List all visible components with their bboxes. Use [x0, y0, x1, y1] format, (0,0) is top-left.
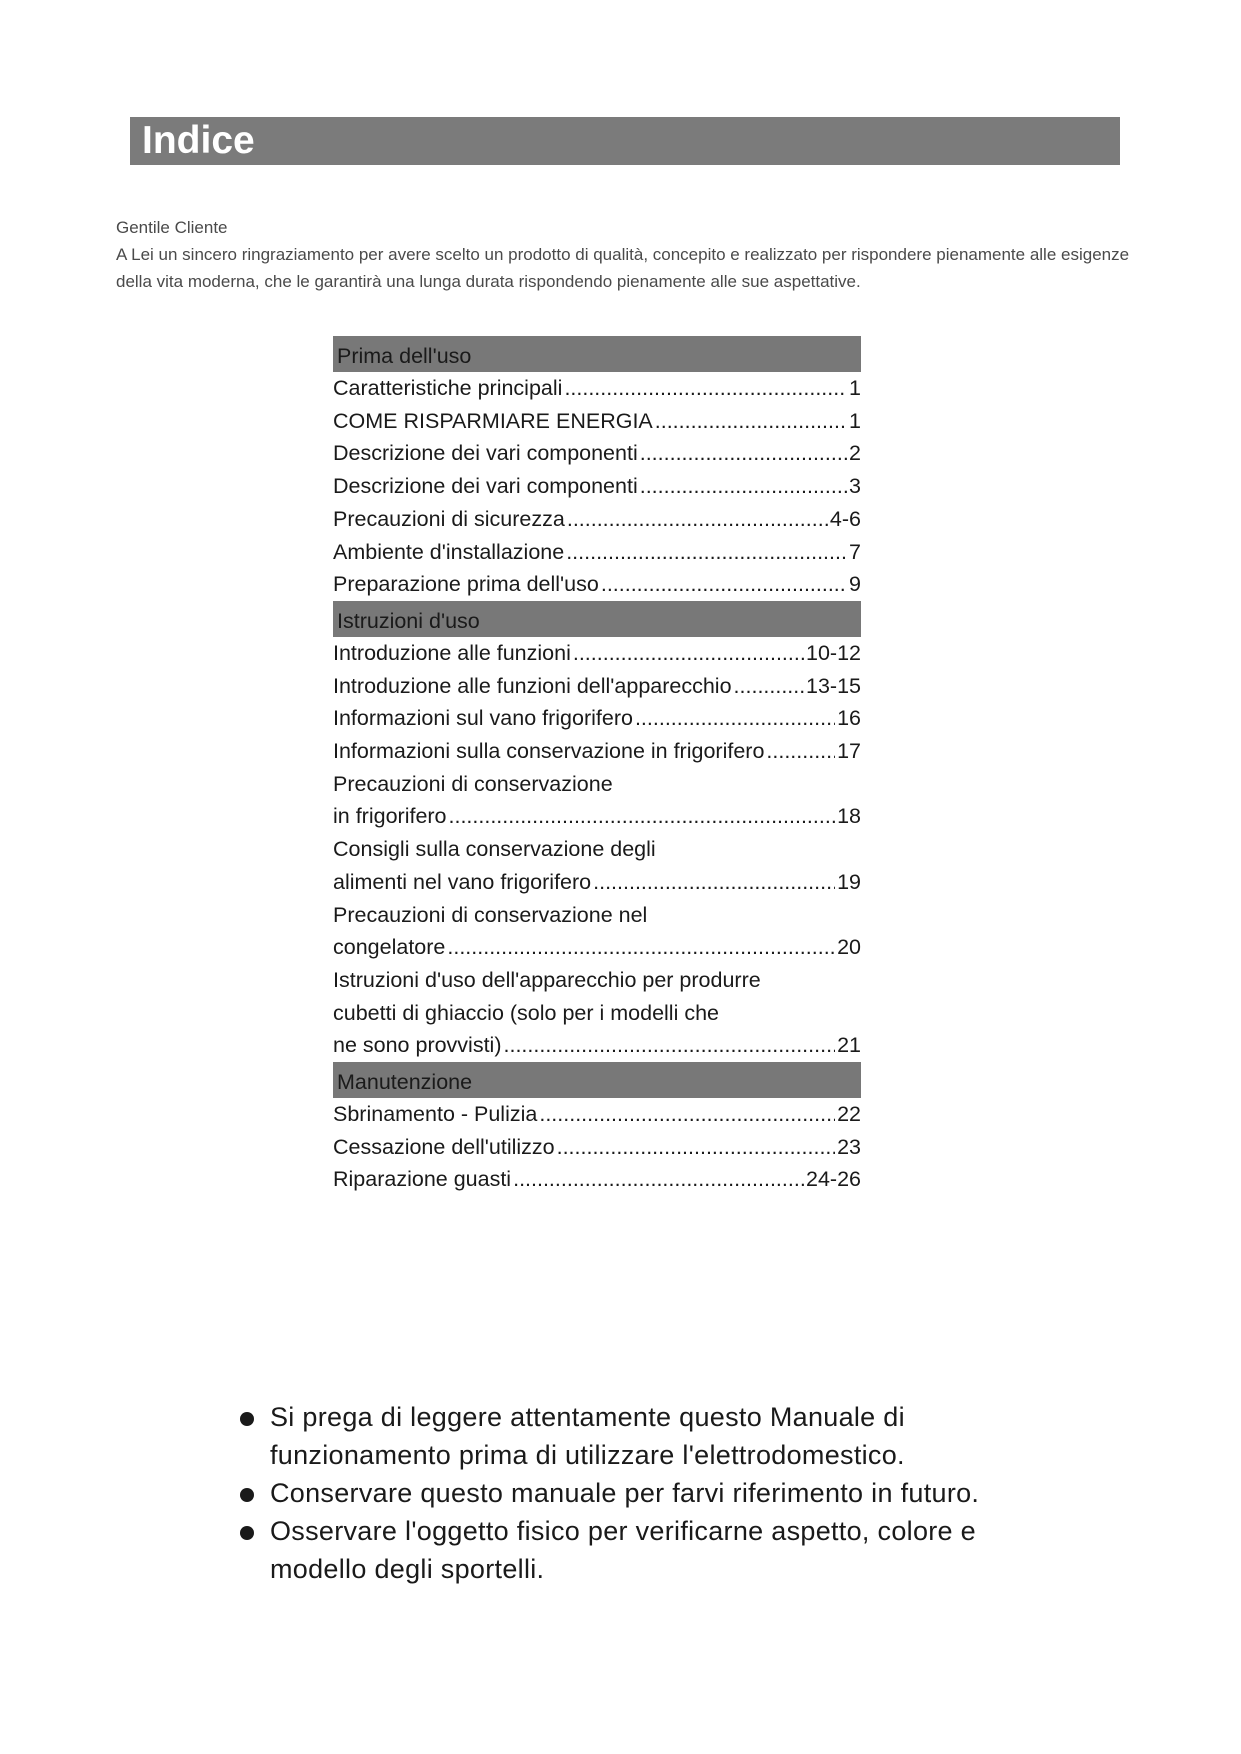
toc-entry-page: 1: [849, 408, 861, 433]
greeting-paragraph: [116, 214, 1146, 295]
toc-entry-page: 1: [849, 376, 861, 400]
toc-dot-leader: [504, 1029, 836, 1062]
bullet-icon: [240, 1488, 254, 1502]
toc-entry[interactable]: [333, 1163, 861, 1196]
toc-dot-leader: [593, 866, 835, 899]
note-item: [240, 1512, 1040, 1588]
toc-entry-page: 19: [837, 869, 861, 894]
toc-entry-page: 7: [849, 539, 861, 564]
toc-section-header: Manutenzione: [333, 1062, 861, 1098]
toc-entry[interactable]: [333, 735, 861, 768]
greeting-salutation: Gentile Cliente: [116, 218, 228, 237]
toc-entry[interactable]: [333, 437, 861, 470]
toc-entry-label: Introduzione alle funzioni dell'apparecchio: [333, 673, 732, 698]
toc-entry-label: Informazioni sul vano frigorifero: [333, 706, 633, 731]
toc-entry-label: alimenti nel vano frigorifero: [333, 869, 592, 894]
table-of-contents: [333, 336, 861, 1196]
toc-entry[interactable]: [333, 568, 861, 601]
toc-entry-line: Precauzioni di conservazione nel: [333, 902, 648, 927]
toc-entry[interactable]: [333, 372, 861, 405]
page-title: Indice: [142, 119, 255, 162]
toc-dot-leader: [640, 470, 847, 503]
toc-entry-page: 23: [837, 1134, 861, 1159]
toc-entry-label: Riparazione guasti: [333, 1167, 512, 1192]
toc-entry-line: cubetti di ghiaccio (solo per i modelli che: [333, 1000, 720, 1025]
toc-entry[interactable]: [333, 637, 861, 670]
toc-entry-label: Introduzione alle funzioni: [333, 640, 571, 665]
toc-entry[interactable]: [333, 1131, 861, 1164]
bullet-icon: [240, 1526, 254, 1540]
toc-entry-label: Cessazione dell'utilizzo: [333, 1134, 555, 1159]
toc-entry-page: 20: [837, 935, 861, 960]
toc-entry-label: Ambiente d'installazione: [333, 539, 565, 564]
toc-entry-label: Informazioni sulla conservazione in frigorifero: [333, 739, 765, 764]
page-title-bar: [130, 117, 1120, 165]
toc-entry[interactable]: [333, 536, 861, 569]
toc-dot-leader: [564, 372, 847, 405]
toc-entry[interactable]: [333, 1029, 861, 1062]
toc-entry-page: 21: [837, 1033, 861, 1058]
toc-entry-page: 16: [837, 706, 861, 731]
toc-entry-label: COME RISPARMIARE ENERGIA: [333, 408, 653, 433]
toc-dot-leader: [539, 1098, 835, 1131]
toc-entry-page: 2: [849, 441, 861, 466]
toc-dot-leader: [766, 735, 835, 768]
toc-section-header: Istruzioni d'uso: [333, 601, 861, 637]
bullet-icon: [240, 1412, 254, 1426]
note-text: Si prega di leggere attentamente questo Manuale di funzionamento prima di utilizzare l'elettrodomestico.: [270, 1402, 905, 1470]
toc-entry-label: Caratteristiche principali: [333, 376, 563, 400]
toc-entry-label: Descrizione dei vari componenti: [333, 474, 638, 499]
toc-entry[interactable]: [333, 405, 861, 438]
toc-entry-page: 4-6: [829, 506, 861, 531]
toc-entry[interactable]: [333, 470, 861, 503]
toc-entry-label: congelatore: [333, 935, 446, 960]
toc-entry-page: 18: [837, 804, 861, 829]
toc-entry[interactable]: [333, 931, 861, 964]
toc-dot-leader: [513, 1163, 804, 1196]
toc-dot-leader: [640, 437, 847, 470]
toc-entry-page: 24-26: [806, 1167, 861, 1192]
toc-entry-label: Precauzioni di sicurezza: [333, 506, 565, 531]
toc-dot-leader: [566, 536, 847, 569]
toc-entry-page: 9: [849, 572, 861, 597]
toc-entry[interactable]: [333, 702, 861, 735]
toc-dot-leader: [447, 931, 835, 964]
toc-dot-leader: [655, 405, 847, 438]
greeting-text: A Lei un sincero ringraziamento per avere scelto un prodotto di qualità, concepito e realizzato per rispondere pienamente alle esigenze della vita moderna, che le garantirà una lunga durata rispondendo pienamente alle sue aspettative.: [116, 245, 1130, 291]
toc-entry-label: ne sono provvisti): [333, 1033, 502, 1058]
toc-entry-label: Descrizione dei vari componenti: [333, 441, 638, 466]
toc-entry-line: Precauzioni di conservazione: [333, 771, 613, 796]
toc-entry-line: Istruzioni d'uso dell'apparecchio per produrre: [333, 967, 761, 992]
note-item: [240, 1398, 1040, 1474]
toc-dot-leader: [573, 637, 804, 670]
toc-dot-leader: [557, 1131, 835, 1164]
toc-dot-leader: [449, 800, 836, 833]
toc-entry-page: 17: [837, 739, 861, 764]
note-text: Conservare questo manuale per farvi riferimento in futuro.: [270, 1478, 980, 1508]
toc-section-header: Prima dell'uso: [333, 336, 861, 372]
note-text: Osservare l'oggetto fisico per verificarne aspetto, colore e modello degli sportelli.: [270, 1516, 976, 1584]
toc-entry-label: Sbrinamento - Pulizia: [333, 1102, 538, 1127]
toc-entry[interactable]: [333, 800, 861, 833]
toc-entry[interactable]: [333, 866, 861, 899]
toc-dot-leader: [567, 503, 828, 536]
toc-entry-label: in frigorifero: [333, 804, 447, 829]
toc-entry-line: Consigli sulla conservazione degli: [333, 837, 656, 862]
toc-entry[interactable]: [333, 1098, 861, 1131]
toc-entry-page: 22: [837, 1102, 861, 1127]
toc-entry[interactable]: [333, 670, 861, 703]
note-item: [240, 1474, 1040, 1512]
notes-list: [240, 1398, 1040, 1588]
toc-entry-label: Preparazione prima dell'uso: [333, 572, 599, 597]
toc-dot-leader: [734, 670, 804, 703]
toc-entry-page: 10-12: [806, 640, 861, 665]
toc-entry-page: 13-15: [806, 673, 861, 698]
toc-dot-leader: [601, 568, 847, 601]
toc-entry[interactable]: [333, 503, 861, 536]
toc-dot-leader: [635, 702, 835, 735]
toc-entry-page: 3: [849, 474, 861, 499]
